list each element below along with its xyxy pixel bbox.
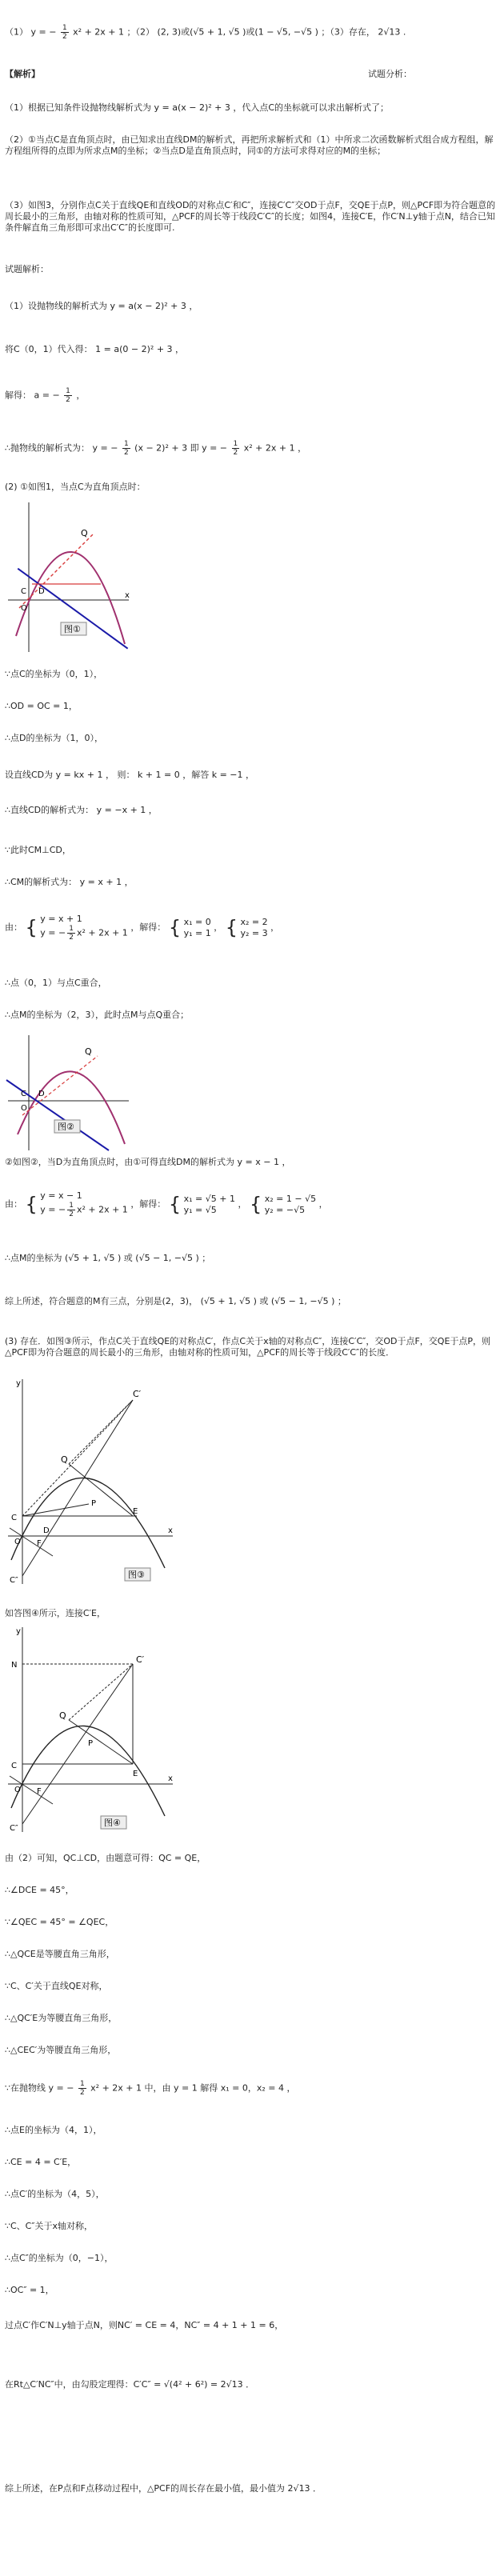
- solution-line: ∴点D的坐标为（1，0），: [5, 733, 103, 743]
- point-p-label: P: [88, 1739, 94, 1748]
- analysis-step-2: （2）①当点C是直角顶点时，由已知求出直线DM的解析式，再把所求解析式和（1）中所求二次函数解析式组合成方程组，解方程组所得的点即为所求点M的坐标；②当点D是直角顶点时，同①的方法可求得对应的M的坐标；: [5, 134, 494, 156]
- figure-1: [5, 496, 133, 656]
- solution-line: 如答图④所示，连接C′E，: [5, 1608, 106, 1618]
- solution-line: 过点C′作C′N⊥y轴于点N，则NC′ = CE = 4，NC″ = 4 + 1 + 1 = 6，: [5, 2320, 284, 2330]
- point-o-label: O: [14, 1786, 21, 1794]
- solution-line: ∴点M的坐标为 (√5 + 1, √5 ) 或 (√5 − 1, −√5 ) ；: [5, 1253, 211, 1263]
- solution-line: （1）设抛物线的解析式为 y = a(x − 2)² + 3 ，: [5, 301, 198, 311]
- figure-3: [5, 1376, 189, 1592]
- point-d-label: D: [38, 1090, 45, 1098]
- solution-line: 设直线CD为 y = kx + 1 ， 则： k + 1 = 0 ，解答 k = −1 ，: [5, 770, 255, 780]
- point-cpp-label: C″: [10, 1576, 18, 1585]
- solution-line: ∵此时CM⊥CD，: [5, 845, 71, 855]
- figure-4: [5, 1624, 189, 1840]
- solution-line: ∵点C的坐标为（0，1），: [5, 669, 103, 679]
- point-q-label: Q: [81, 528, 88, 538]
- point-q-label: Q: [85, 1046, 92, 1057]
- point-c-label: C: [11, 1762, 17, 1770]
- point-c-label: C: [11, 1514, 17, 1522]
- axis-x-label: x: [168, 1774, 173, 1783]
- solution-label: 试题解析：: [5, 264, 49, 274]
- solution-line: 将C（0，1）代入得： 1 = a(0 − 2)² + 3 ，: [5, 344, 185, 354]
- point-f-label: F: [37, 1539, 42, 1548]
- point-p-label: P: [91, 1499, 97, 1508]
- solution-line: ∴点M的坐标为（2，3），此时点M与点Q重合；: [5, 1010, 190, 1020]
- axis-y-label: y: [16, 1379, 21, 1388]
- solution-line: ∴CM的解析式为： y = x + 1 ，: [5, 877, 134, 887]
- axis-x-label: x: [168, 1526, 173, 1535]
- solution-line: 在Rt△C′NC″中，由勾股定理得：C′C″ = √(4² + 6²) = 2√13 ．: [5, 2379, 255, 2390]
- point-d-label: D: [38, 587, 45, 596]
- point-e-label: E: [133, 1770, 138, 1778]
- point-o-label: O: [21, 604, 27, 613]
- analysis-step-1: （1）根据已知条件设抛物线解析式为 y = a(x − 2)² + 3 ，代入点C的坐标就可以求出解析式了；: [5, 102, 390, 113]
- solution-system: 由： { y = x + 1 y = − $\frac{1}{2}$ x² + 2x + 1 ，解得： { x₁ = 0 y₁ = 1 ， { x₂ = 2 y₂ = 3 ，: [5, 914, 280, 942]
- solution-line: ∵C、C′关于直线QE对称，: [5, 1981, 108, 1991]
- solution-line: ∴抛物线的解析式为： y = − $\frac{1}{2}$ (x − 2)² + 3 即 y = − $\frac{1}{2}$ x² + 2x + 1 ，: [5, 440, 307, 457]
- solution-system: 由： { y = x − 1 y = − $\frac{1}{2}$ x² + 2x + 1 ，解得： { x₁ = √5 + 1 y₁ = √5 ， { x₂ = 1 − √5 y₂ = −√5 ，: [5, 1190, 328, 1218]
- point-q-label: Q: [61, 1454, 68, 1465]
- solution-line: ∴直线CD的解析式为： y = −x + 1 ，: [5, 805, 158, 815]
- analysis-right-label: 试题分析：: [368, 69, 412, 79]
- point-d-label: D: [43, 1526, 50, 1535]
- solution-conclusion: 综上所述，在P点和F点移动过程中，△PCF的周长存在最小值，最小值为 2√13 ．: [5, 2483, 322, 2494]
- solution-line: ∵在抛物线 y = − $\frac{1}{2}$ x² + 2x + 1 中，由 y = 1 解得 x₁ = 0，x₂ = 4 ，: [5, 2080, 296, 2097]
- point-e-label: E: [133, 1507, 138, 1516]
- solution-line: ∴CE = 4 = C′E，: [5, 2157, 77, 2167]
- point-o-label: O: [21, 1104, 27, 1113]
- solution-line: ∴△QC′E为等腰直角三角形，: [5, 2013, 118, 2023]
- solution-line: ∴点E的坐标为（4，1），: [5, 2125, 102, 2135]
- figure-4-caption: 图④: [104, 1818, 121, 1828]
- solution-line: ∴OD = OC = 1，: [5, 701, 78, 711]
- answer-line: （1） y = − $\frac{1}{2}$ x² + 2x + 1 ；（2） (2, 3)或(√5 + 1, √5 )或(1 − √5, −√5 ) ；（3）存在， 2√13 .: [5, 24, 406, 41]
- solution-line: ②如图②，当D为直角顶点时，由①可得直线DM的解析式为 y = x − 1 ，: [5, 1157, 291, 1167]
- figure-2: [5, 1032, 133, 1152]
- solution-line: ∴点C″的坐标为（0，−1），: [5, 2253, 114, 2263]
- figure-3-caption: 图③: [128, 1570, 145, 1580]
- solution-line: 解得： a = − $\frac{1}{2}$ ，: [5, 387, 86, 404]
- solution-line: ∴OC″ = 1，: [5, 2285, 54, 2295]
- solution-line: 综上所述，符合题意的M有三点，分别是(2，3)， (√5 + 1, √5 ) 或 (√5 − 1, −√5 ) ；: [5, 1296, 346, 1306]
- point-c-label: C: [21, 587, 26, 596]
- solution-line: ∴△CEC′为等腰直角三角形，: [5, 2045, 117, 2055]
- point-q-label: Q: [59, 1710, 66, 1721]
- figure-1-caption: 图①: [64, 624, 81, 634]
- axis-x-label: x: [125, 591, 130, 600]
- point-cpp-label: C″: [10, 1824, 18, 1833]
- solution-line: (2) ①如图1，当点C为直角顶点时：: [5, 482, 146, 492]
- point-cp-label: C′: [133, 1389, 142, 1399]
- analysis-label: 【解析】: [5, 69, 40, 79]
- solution-line: 由（2）可知，QC⊥CD，由题意可得：QC = QE，: [5, 1853, 206, 1863]
- solution-line: ∵C、C″关于x轴对称，: [5, 2221, 93, 2231]
- point-o-label: O: [14, 1538, 21, 1546]
- point-cp-label: C′: [136, 1654, 145, 1665]
- solution-line: ∴点（0，1）与点C重合，: [5, 978, 107, 988]
- solution-line: ∴∠DCE = 45°，: [5, 1885, 74, 1895]
- solution-line: ∴△QCE是等腰直角三角形，: [5, 1949, 115, 1959]
- solution-line: ∴点C′的坐标为（4，5），: [5, 2189, 105, 2199]
- point-c-label: C: [21, 1090, 26, 1098]
- point-n-label: N: [11, 1661, 18, 1670]
- solution-line: (3) 存在．如图③所示，作点C关于直线QE的对称点C′，作点C关于x轴的对称点C″，连接C′C″，交OD于点F，交QE于点P，则△PCF即为符合题意的周长最小的三角形，由轴对称的性质可知，△PCF的周长等于线段C′C″的长度．: [5, 1336, 491, 1358]
- fraction: $\frac{1}{2}$: [62, 24, 67, 41]
- axis-y-label: y: [16, 1627, 21, 1636]
- analysis-step-3: （3）如图3，分别作点C关于直线QE和直线OD的对称点C′和C″，连接C′C″交OD于点F，交QE于点P，则△PCF即为符合题意的周长最小的三角形，由轴对称的性质可知，△PCF的周长等于线段C′C″的长度；如图4，连接C′E，作C′N⊥y轴于点N，结合已知条件解直角三角形即可求出C′C″的长度即可.: [5, 200, 496, 233]
- solution-line: ∵∠QEC = 45° = ∠QEC，: [5, 1917, 114, 1927]
- figure-2-caption: 图②: [58, 1122, 74, 1132]
- point-f-label: F: [37, 1787, 42, 1796]
